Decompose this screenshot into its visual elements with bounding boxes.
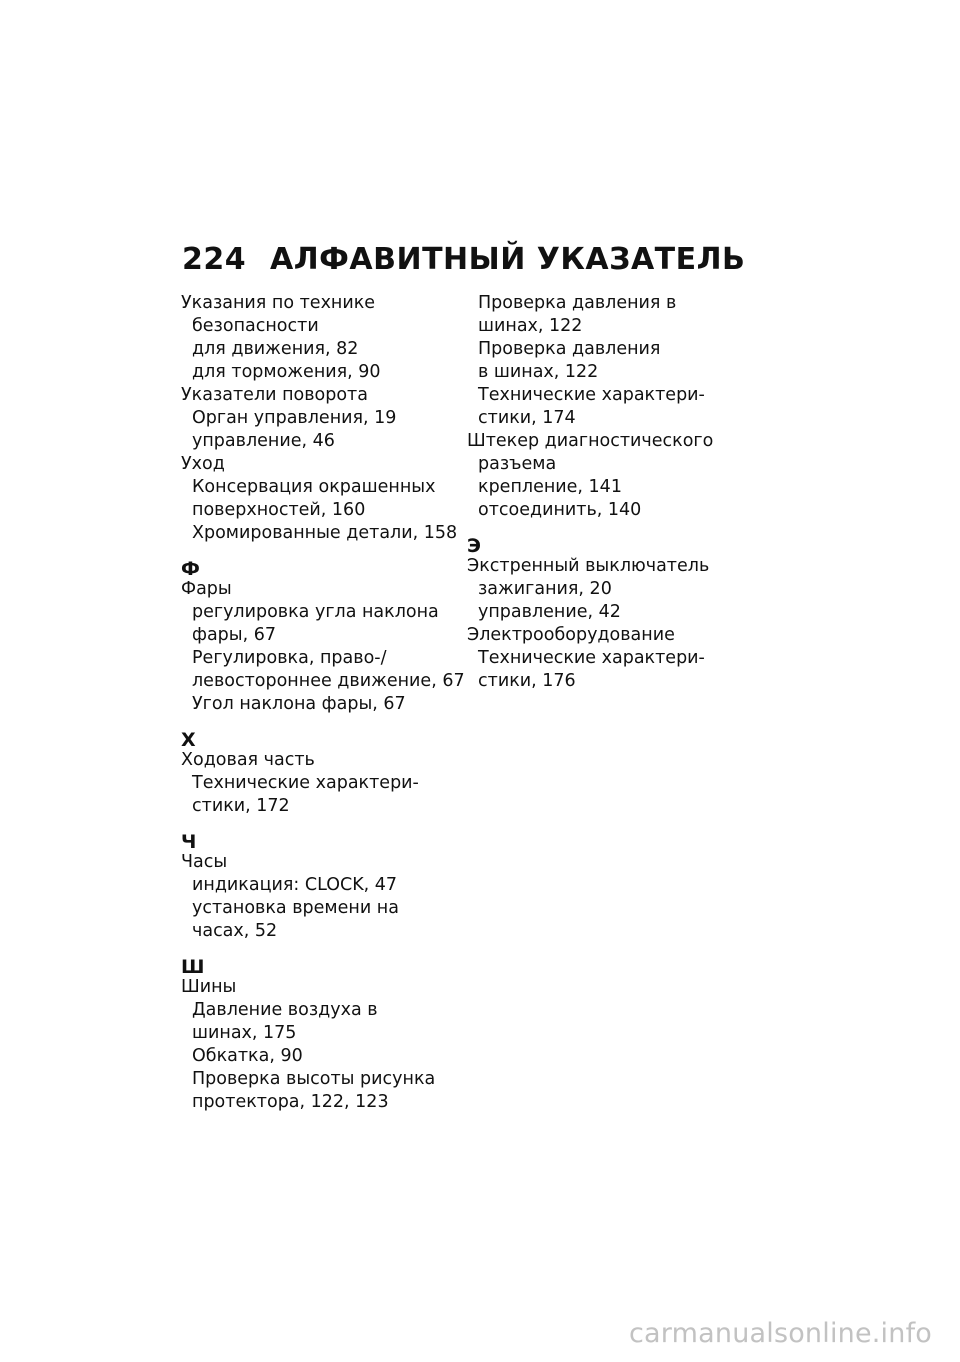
index-letter-heading: Ф [181,558,200,580]
index-subentry: в шинах, 122 [478,362,599,382]
index-letter-heading: Э [467,535,481,557]
index-subentry: стики, 174 [478,408,576,428]
index-subentry: крепление, 141 [478,477,622,497]
index-subentry: Технические характери- [478,648,705,668]
index-subentry: для торможения, 90 [192,362,381,382]
index-subentry: поверхностей, 160 [192,500,366,520]
index-subentry: Проверка высоты рисунка [192,1069,436,1089]
index-subentry: левостороннее движение, 67 [192,671,465,691]
page-header [182,240,745,280]
index-entry: Уход [181,454,225,474]
index-subentry: Проверка давления в [478,293,677,313]
index-subentry: Давление воздуха в [192,1000,378,1020]
page-number: 224 [182,242,247,277]
index-subentry: протектора, 122, 123 [192,1092,389,1112]
index-subentry: Технические характери- [192,773,419,793]
index-column-right [467,292,757,693]
index-entry: Штекер диагностического [467,431,714,451]
index-subentry: отсоединить, 140 [478,500,642,520]
index-subentry: зажигания, 20 [478,579,612,599]
index-subentry: управление, 42 [478,602,621,622]
index-entry: Ходовая часть [181,750,315,770]
index-letter-heading: Ч [181,831,197,853]
index-subentry: Регулировка, право-/ [192,648,387,668]
index-subentry: управление, 46 [192,431,335,451]
watermark: carmanualsonline.info [629,1318,932,1349]
index-subentry: Хромированные детали, 158 [192,523,458,543]
index-entry: Фары [181,579,232,599]
index-letter-heading: Ш [181,956,205,978]
index-subentry: разъема [478,454,557,474]
index-subentry: индикация: CLOCK, 47 [192,875,398,895]
index-entry: Указатели поворота [181,385,368,405]
index-subentry: Обкатка, 90 [192,1046,303,1066]
index-subentry: Угол наклона фары, 67 [192,694,406,714]
index-subentry: шинах, 175 [192,1023,297,1043]
index-entry: Часы [181,852,228,872]
index-subentry: Орган управления, 19 [192,408,397,428]
index-entry: Шины [181,977,237,997]
index-entry: Экстренный выключатель [467,556,710,576]
index-subentry: Проверка давления [478,339,661,359]
index-subentry: фары, 67 [192,625,277,645]
index-subentry: для движения, 82 [192,339,359,359]
index-column-left [181,292,466,1114]
page-title: АЛФАВИТНЫЙ УКАЗАТЕЛЬ [270,242,746,277]
index-subentry: часах, 52 [192,921,278,941]
index-entry: Электрооборудование [467,625,675,645]
index-entry: Указания по технике [181,293,376,313]
index-subentry: регулировка угла наклона [192,602,439,622]
index-subentry: установка времени на [192,898,399,918]
index-subentry: шинах, 122 [478,316,583,336]
index-subentry: стики, 176 [478,671,576,691]
index-letter-heading: Х [181,729,196,751]
index-subentry: безопасности [192,316,319,336]
index-subentry: стики, 172 [192,796,290,816]
index-subentry: Консервация окрашенных [192,477,436,497]
index-subentry: Технические характери- [478,385,705,405]
